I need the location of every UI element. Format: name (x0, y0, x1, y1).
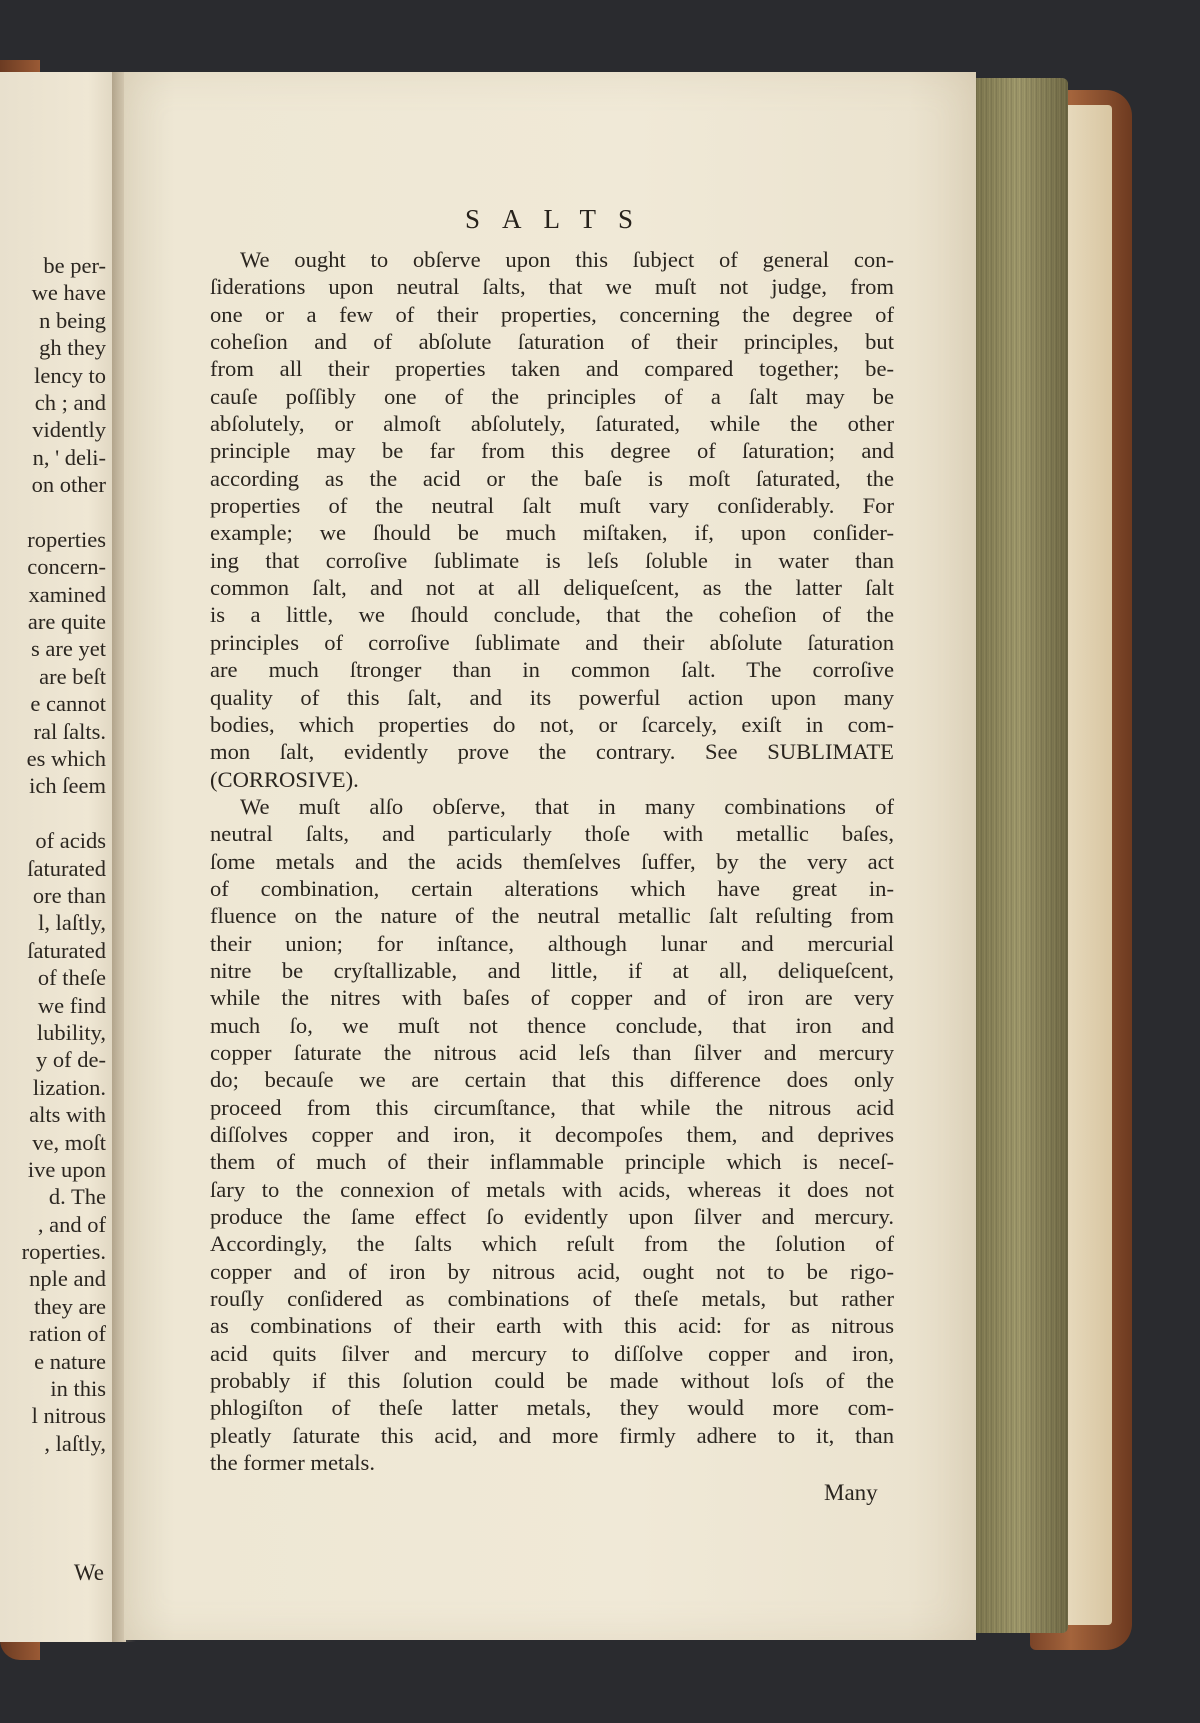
text-line: copper ſaturate the nitrous acid leſs than ſilver and mercury (210, 1039, 894, 1065)
text-line: rouſly conſidered as combinations of theſe metals, but rather (210, 1286, 894, 1312)
left-text-line: gh they (39, 335, 106, 361)
text-line: coheſion and of abſolute ſaturation of their principles, but (210, 329, 894, 355)
text-line: example; we ſhould be much miſtaken, if, upon conſider- (210, 520, 894, 546)
text-line: (CORROSIVE). (210, 766, 359, 792)
text-line: bodies, which properties do not, or ſcarcely, exiſt in com- (210, 711, 894, 737)
text-line: one or a few of their properties, concerning the degree of (210, 301, 894, 327)
text-line: ſary to the connexion of metals with acids, whereas it does not (210, 1176, 894, 1202)
left-text-line: n, ' deli- (32, 444, 106, 470)
text-line: mon ſalt, evidently prove the contrary. See SUBLIMATE (210, 739, 894, 765)
text-line: copper and of iron by nitrous acid, ought not to be rigo- (210, 1258, 894, 1284)
left-text-line: lization. (32, 1074, 106, 1100)
text-line: the former metals. (210, 1450, 375, 1476)
left-text-line: n being (39, 307, 106, 333)
text-line: do; becauſe we are certain that this difference does only (210, 1067, 894, 1093)
left-text-line: e cannot (30, 691, 106, 717)
text-line: neutral ſalts, and particularly thoſe with metallic baſes, (210, 821, 894, 847)
text-line: quality of this ſalt, and its powerful action upon many (210, 684, 894, 710)
text-line: much ſo, we muſt not thence conclude, that iron and (210, 1012, 894, 1038)
left-text-line: s are yet (31, 636, 106, 662)
left-page (0, 72, 126, 1642)
left-text-line: of theſe (37, 965, 106, 991)
left-text-line: on other (31, 472, 106, 498)
left-text-line (0, 499, 106, 526)
text-line: cauſe poſſibly one of the principles of a ſalt may be (210, 383, 894, 409)
left-text-line (0, 800, 106, 827)
left-text-line: l nitrous (31, 1403, 106, 1429)
left-text-line: , and of (37, 1211, 106, 1237)
left-page-text (0, 252, 106, 1457)
text-line: as combinations of their earth with this acid: for as nitrous (210, 1313, 894, 1339)
text-line: pleatly ſaturate this acid, and more firmly adhere to it, than (210, 1422, 894, 1448)
text-line: ſiderations upon neutral ſalts, that we muſt not judge, from (210, 274, 894, 300)
left-text-line: es which (26, 746, 106, 772)
left-text-line: l, laſtly, (38, 910, 106, 936)
left-text-line: alts with (29, 1102, 106, 1128)
left-text-line: lency to (34, 362, 106, 388)
text-line: We ought to obſerve upon this ſubject of general con- (240, 247, 894, 272)
text-line: while the nitres with baſes of copper and of iron are very (210, 985, 894, 1011)
text-line: acid quits ſilver and mercury to diſſolve copper and iron, (210, 1340, 894, 1366)
text-line: principle may be far from this degree of ſaturation; and (210, 438, 894, 464)
text-line: probably if this ſolution could be made without loſs of the (210, 1368, 894, 1394)
left-text-line: e nature (34, 1348, 106, 1374)
text-line: of combination, certain alterations which have great in- (210, 875, 894, 901)
left-text-line: ſaturated (27, 855, 106, 881)
left-text-line: ive upon (27, 1156, 106, 1182)
text-line: from all their properties taken and compared together; be- (210, 356, 894, 382)
text-line: ſome metals and the acids themſelves ſuffer, by the very act (210, 848, 894, 874)
text-line: common ſalt, and not at all deliqueſcent, as the latter ſalt (210, 575, 894, 601)
left-text-line: are quite (27, 609, 106, 635)
left-text-line: concern- (27, 554, 106, 580)
text-line: is a little, we ſhould conclude, that the coheſion of the (210, 602, 894, 628)
text-line: properties of the neutral ſalt muſt vary conſiderably. For (210, 493, 894, 519)
text-line: according as the acid or the baſe is moſt ſaturated, the (210, 465, 894, 491)
left-text-line: y of de- (36, 1047, 106, 1073)
left-text-line: , laſtly, (44, 1430, 106, 1456)
text-line: Accordingly, the ſalts which reſult from the ſolution of (210, 1231, 894, 1257)
left-text-line: in this (50, 1376, 106, 1402)
text-line: diſſolves copper and iron, it decompoſes them, and deprives (210, 1122, 894, 1147)
left-text-line: xamined (28, 581, 106, 607)
left-text-line: nple and (29, 1266, 106, 1292)
text-line: them of much of their inflammable principle which is neceſ- (210, 1149, 894, 1175)
left-text-line: ſaturated (27, 937, 106, 963)
right-catchword: Many (824, 1480, 878, 1505)
text-line: produce the ſame effect ſo evidently upon ſilver and mercury. (210, 1204, 894, 1230)
left-text-line: we have (31, 280, 106, 306)
left-text-line: roperties (27, 526, 106, 552)
left-text-line: they are (34, 1293, 106, 1319)
text-line: fluence on the nature of the neutral metallic ſalt reſulting from (210, 903, 894, 929)
left-text-line: ve, moſt (32, 1129, 106, 1155)
right-page-text (210, 246, 894, 1476)
text-line: phlogiſton of theſe latter metals, they would more com- (210, 1395, 894, 1421)
left-text-line: be per- (43, 253, 106, 278)
text-line: abſolutely, or almoſt abſolutely, ſaturated, while the other (210, 411, 894, 437)
left-text-line: d. The (48, 1184, 106, 1210)
text-line: principles of corroſive ſublimate and their abſolute ſaturation (210, 629, 894, 655)
text-line: proceed from this circumſtance, that while the nitrous acid (210, 1094, 894, 1120)
left-text-line: ore than (32, 882, 106, 908)
left-text-line: ich ſeem (29, 773, 106, 799)
left-text-line: ral ſalts. (33, 718, 106, 744)
left-catchword: We (73, 1560, 104, 1585)
left-text-line: ch ; and (34, 389, 106, 415)
text-line: We muſt alſo obſerve, that in many combinations of (240, 793, 894, 819)
left-text-line: roperties. (21, 1239, 106, 1265)
text-line: their union; for inſtance, although lunar and mercurial (210, 930, 894, 956)
page-block-shade (968, 78, 1068, 1633)
left-text-line: are beſt (39, 663, 106, 689)
left-text-line: lubility, (36, 1019, 106, 1045)
text-line: ing that corroſive ſublimate is leſs ſoluble in water than (210, 547, 894, 573)
left-text-line: vidently (32, 417, 106, 443)
left-text-line: of acids (35, 828, 106, 854)
running-header: SALTS (464, 204, 656, 234)
text-line: nitre be cryſtallizable, and little, if at all, deliqueſcent, (210, 957, 894, 983)
left-text-line: ration of (29, 1321, 106, 1347)
left-text-line: we find (37, 992, 106, 1018)
text-line: are much ſtronger than in common ſalt. The corroſive (210, 657, 894, 683)
